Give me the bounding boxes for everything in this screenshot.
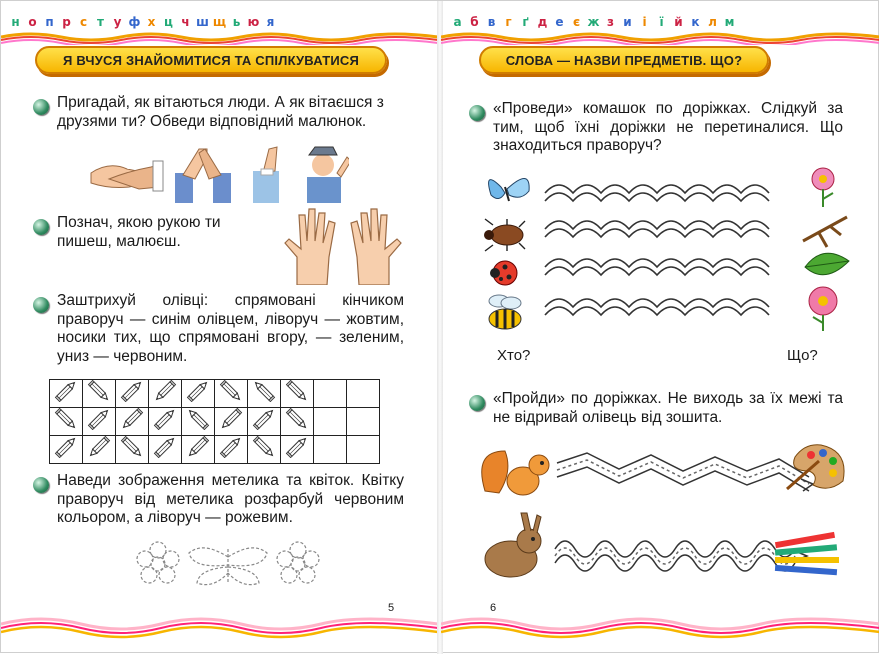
- pencil-icon[interactable]: [85, 380, 113, 402]
- grid-cell[interactable]: [347, 380, 380, 408]
- alphabet-letter: щ: [212, 15, 227, 29]
- flower-right-icon[interactable]: [277, 542, 319, 583]
- alphabet-letter: г: [505, 15, 512, 29]
- butterfly-icon[interactable]: [489, 178, 530, 201]
- pencil-icon[interactable]: [118, 380, 146, 402]
- alphabet-letter: п: [45, 15, 54, 29]
- grid-cell[interactable]: [116, 408, 149, 436]
- alphabet-letter: о: [28, 15, 37, 29]
- page-left: [1, 1, 438, 654]
- alphabet-letter: м: [724, 15, 735, 29]
- pencil-icon[interactable]: [217, 380, 245, 402]
- task-bullet: [33, 219, 49, 235]
- grid-cell[interactable]: [50, 436, 83, 464]
- ladybug-icon[interactable]: [490, 261, 517, 285]
- grid-cell[interactable]: [116, 436, 149, 464]
- alphabet-letter: в: [487, 15, 496, 29]
- banner-right: [479, 46, 769, 74]
- alphabet-letter: б: [470, 15, 479, 29]
- alphabet-letter: ф: [128, 15, 141, 29]
- animal-paths-exercise[interactable]: [479, 441, 849, 591]
- alphabet-letter: ю: [247, 15, 260, 29]
- pencil-icon[interactable]: [250, 436, 278, 458]
- waving-person-icon[interactable]: [253, 147, 279, 203]
- alphabet-letter: л: [708, 15, 717, 29]
- bee-icon[interactable]: [489, 295, 521, 329]
- grid-cell[interactable]: [347, 408, 380, 436]
- insect-paths-exercise[interactable]: [481, 167, 851, 339]
- alphabet-letter: н: [11, 15, 20, 29]
- pencil-icon[interactable]: [85, 436, 113, 458]
- alphabet-letter: т: [97, 15, 104, 29]
- wavy-path: [555, 541, 795, 571]
- grid-cell[interactable]: [149, 408, 182, 436]
- alphabet-letter: х: [147, 15, 156, 29]
- grid-cell[interactable]: [281, 436, 314, 464]
- task2-text: Познач, якою рукою ти пишеш, малюєш.: [57, 214, 221, 250]
- right-hand-icon[interactable]: [351, 209, 401, 285]
- hands-picture[interactable]: [283, 207, 405, 285]
- pencil-icon[interactable]: [283, 380, 311, 402]
- pencil-icon[interactable]: [184, 436, 212, 458]
- paint-palette-icon[interactable]: [787, 445, 844, 489]
- alphabet-letter: з: [607, 15, 614, 29]
- alphabet-letter: а: [453, 15, 462, 29]
- grid-cell[interactable]: [248, 380, 281, 408]
- alphabet-letter: ґ: [522, 15, 529, 29]
- grid-cell[interactable]: [248, 408, 281, 436]
- pencil-icon[interactable]: [151, 436, 179, 458]
- squirrel-icon[interactable]: [482, 451, 549, 495]
- grid-cell[interactable]: [182, 408, 215, 436]
- task-bullet: [33, 477, 49, 493]
- pencil-icon[interactable]: [250, 408, 278, 430]
- pencil-icon[interactable]: [118, 436, 146, 458]
- alphabet-letter: ц: [164, 15, 173, 29]
- task-bullet: [33, 99, 49, 115]
- alphabet-letter: с: [79, 15, 88, 29]
- grid-cell[interactable]: [83, 408, 116, 436]
- grid-cell[interactable]: [248, 436, 281, 464]
- label-who: Хто?: [497, 347, 531, 364]
- grid-cell[interactable]: [116, 380, 149, 408]
- alphabet-letter: д: [537, 15, 548, 29]
- decorative-wave-top-left: [1, 31, 438, 45]
- grid-cell[interactable]: [149, 380, 182, 408]
- task-bullet: [469, 395, 485, 411]
- pencil-icon[interactable]: [283, 408, 311, 430]
- pink-flower-icon[interactable]: [809, 287, 837, 331]
- pencil-icon[interactable]: [184, 380, 212, 402]
- grid-cell[interactable]: [215, 380, 248, 408]
- flower-icon[interactable]: [812, 168, 834, 207]
- alphabet-letter: и: [623, 15, 632, 29]
- task3-text: Заштрихуй олівці: спрямовані кінчиком праворуч — синім олівцем, ліворуч — жовтим, носики тих, що спрямовані вгору, — зеленим, униз — червоним.: [57, 292, 404, 365]
- pencil-icon[interactable]: [52, 436, 80, 458]
- banner-left-text: Я ВЧУСЯ ЗНАЙОМИТИСЯ ТА СПІЛКУВАТИСЯ: [62, 52, 360, 68]
- alphabet-letter: у: [113, 15, 122, 29]
- page-number-left: 5: [388, 602, 395, 614]
- twig-icon[interactable]: [803, 217, 847, 247]
- grid-cell[interactable]: [83, 380, 116, 408]
- grid-cell[interactable]: [182, 436, 215, 464]
- task-bullet: [33, 297, 49, 313]
- colored-pencils-icon[interactable]: [775, 532, 839, 575]
- alphabet-letter: і: [642, 15, 647, 29]
- grid-cell[interactable]: [281, 408, 314, 436]
- alphabet-letter: є: [572, 15, 581, 29]
- page-number-right: 6: [490, 602, 497, 614]
- alphabet-letter: е: [555, 15, 564, 29]
- page-right: [441, 1, 879, 654]
- pencil-icon[interactable]: [52, 380, 80, 402]
- alphabet-letter: р: [62, 15, 71, 29]
- task1-text: Пригадай, як вітаються люди. А як вітаєшся з друзями ти? Обведи відповідний малюнок.: [57, 94, 384, 130]
- pencil-icon[interactable]: [283, 436, 311, 458]
- pencil-icon[interactable]: [250, 380, 278, 402]
- decorative-wave-bottom-right: [441, 614, 879, 640]
- grid-cell[interactable]: [215, 408, 248, 436]
- rabbit-icon[interactable]: [485, 513, 541, 577]
- grid-cell[interactable]: [149, 436, 182, 464]
- butterfly-flowers-outline[interactable]: [133, 539, 323, 589]
- pencil-icon[interactable]: [217, 408, 245, 430]
- grid-cell[interactable]: [314, 408, 347, 436]
- hat-tip-man-icon[interactable]: [307, 147, 349, 203]
- alphabet-letter: ь: [232, 15, 241, 29]
- task1-right-text: «Проведи» комашок по доріжках. Слідкуй за тим, щоб їхні доріжки не перетиналися. Що знаходиться праворуч?: [493, 100, 843, 154]
- task-bullet: [469, 105, 485, 121]
- high-five-icon[interactable]: [175, 149, 231, 203]
- label-what: Що?: [787, 347, 818, 364]
- beetle-icon[interactable]: [484, 219, 525, 251]
- grid-cell[interactable]: [281, 380, 314, 408]
- pencil-icon[interactable]: [151, 380, 179, 402]
- grid-cell[interactable]: [50, 380, 83, 408]
- butterfly-icon[interactable]: [189, 548, 267, 585]
- alphabet-letter: й: [674, 15, 683, 29]
- handshake-icon[interactable]: [91, 161, 163, 191]
- grid-cell[interactable]: [83, 436, 116, 464]
- grid-cell[interactable]: [314, 380, 347, 408]
- insect-paths: [545, 185, 769, 315]
- pencil-icon[interactable]: [184, 408, 212, 430]
- alphabet-letter: ч: [181, 15, 190, 29]
- zigzag-path: [557, 453, 809, 491]
- pencil-icon[interactable]: [52, 408, 80, 430]
- task2-right-text: «Пройди» по доріжках. Не виходь за їх межі та не відривай олівець від зошита.: [493, 390, 843, 426]
- left-hand-icon[interactable]: [285, 209, 335, 285]
- flower-left-icon[interactable]: [137, 542, 179, 583]
- alphabet-letter: ж: [587, 15, 600, 29]
- grid-cell[interactable]: [314, 436, 347, 464]
- pencil-icon[interactable]: [85, 408, 113, 430]
- alphabet-letter: я: [266, 15, 275, 29]
- grid-cell[interactable]: [50, 408, 83, 436]
- pencil-icon[interactable]: [151, 408, 179, 430]
- greetings-pictures[interactable]: [89, 143, 349, 203]
- decorative-wave-top-right: [441, 31, 879, 45]
- grid-cell[interactable]: [347, 436, 380, 464]
- alphabet-letter: ї: [659, 15, 664, 29]
- pencil-icon[interactable]: [118, 408, 146, 430]
- leaf-icon[interactable]: [805, 253, 849, 274]
- pencil-grid: [49, 379, 380, 464]
- pencil-icon[interactable]: [217, 436, 245, 458]
- alphabet-letter: к: [691, 15, 700, 29]
- banner-left: [35, 46, 387, 74]
- grid-cell[interactable]: [215, 436, 248, 464]
- banner-right-text: СЛОВА — НАЗВИ ПРЕДМЕТІВ. ЩО?: [505, 52, 743, 68]
- grid-cell[interactable]: [182, 380, 215, 408]
- decorative-wave-bottom-left: [1, 614, 438, 640]
- alphabet-letter: ш: [196, 15, 209, 29]
- task4-text: Наведи зображення метелика та квіток. Квітку праворуч від метелика розфарбуй червоним кольором, а ліворуч — рожевим.: [57, 472, 404, 526]
